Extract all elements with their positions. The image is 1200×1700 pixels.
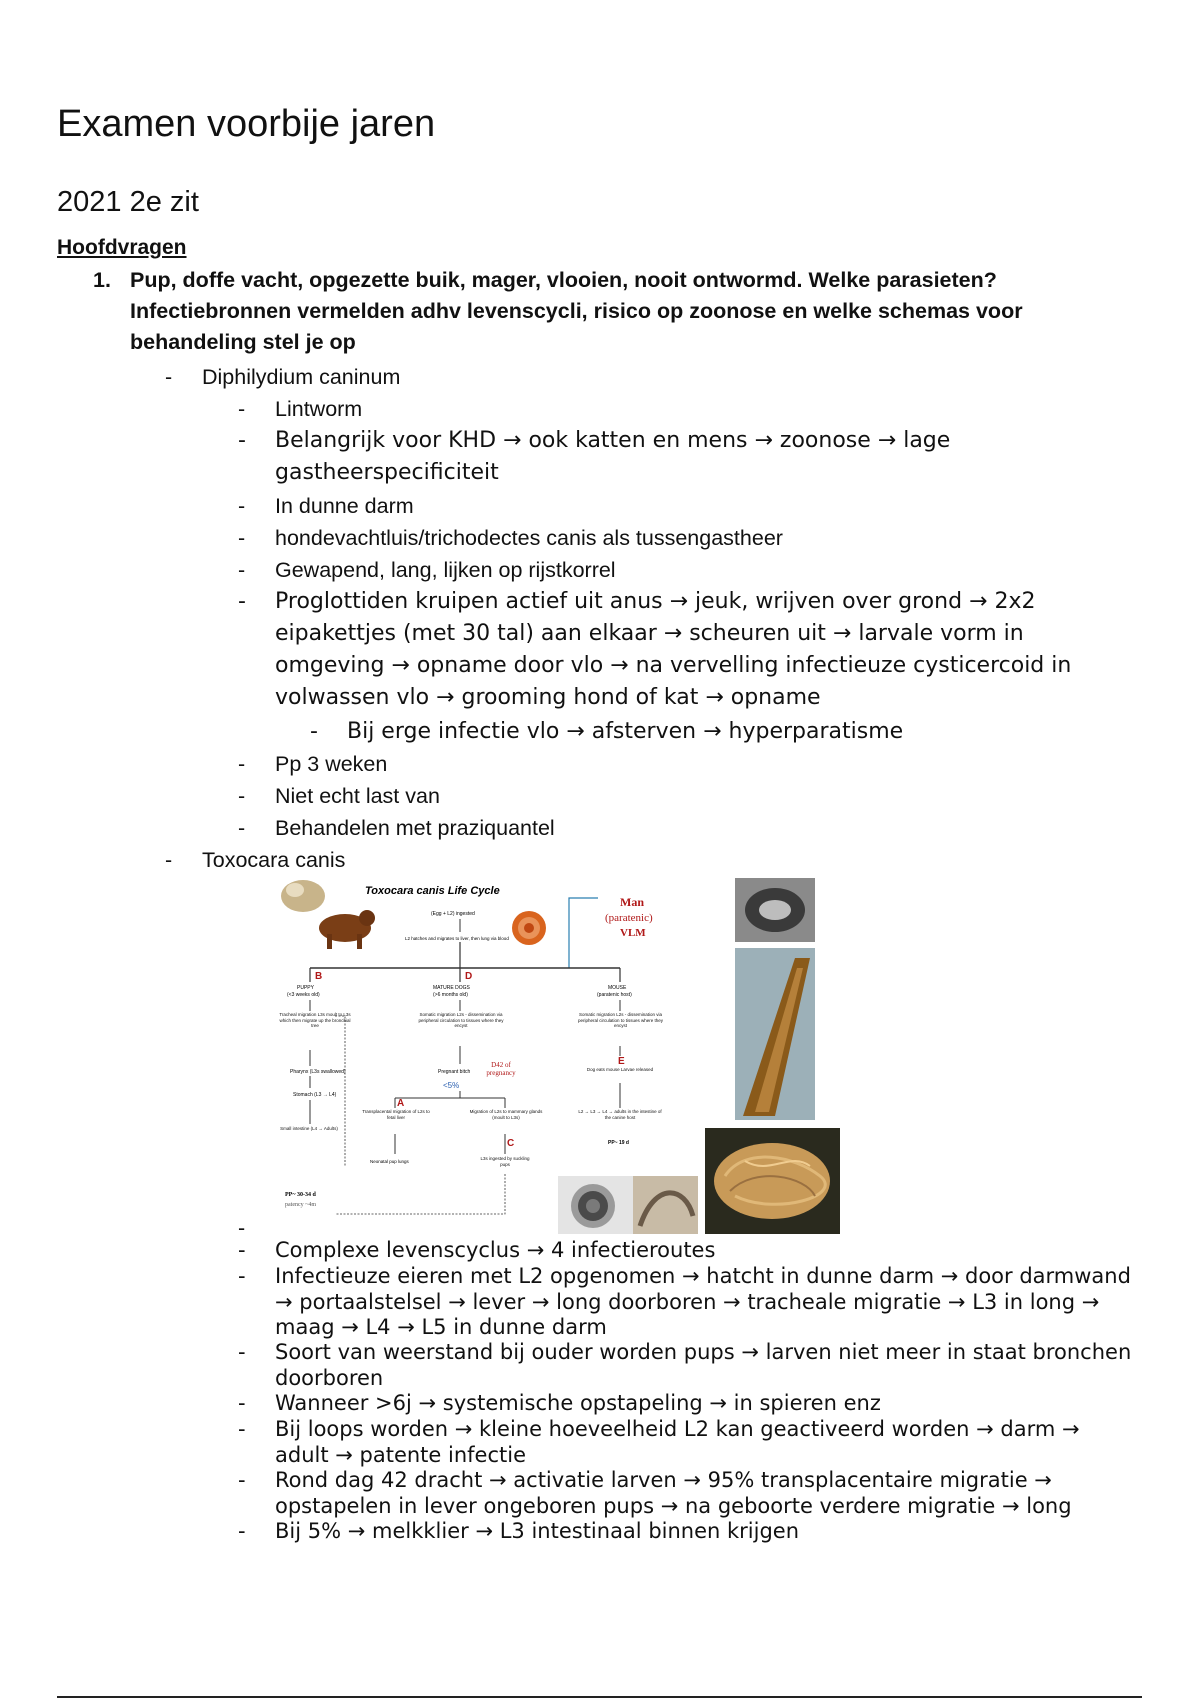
figure-adults: L2 → L3 → L4 → adults in the intestine of the canine host <box>578 1109 662 1120</box>
list-item-toxocara <box>165 844 345 876</box>
toxocara-life-cycle-figure <box>275 876 845 1234</box>
worm-head-micrograph <box>735 878 815 942</box>
bullet-dash: - <box>238 589 246 614</box>
list-item <box>238 586 1138 714</box>
figure-puppy: PUPPY <box>297 985 314 991</box>
list-item-text: Rond dag 42 dracht → activatie larven → 95% transplacentaire migratie → opstapelen in lever ongeboren pups → na geboorte verdere migratie → long <box>275 1468 1072 1518</box>
list-item-text: Complexe levenscyclus → 4 infectieroutes <box>275 1238 716 1262</box>
figure-hatch: L2 hatches and migrates to liver, then lung via blood <box>405 936 509 941</box>
list-item-text: In dunne darm <box>275 494 414 518</box>
list-item-text: Lintworm <box>275 397 363 421</box>
bullet-dash: - <box>238 494 246 518</box>
bullet-dash: - <box>238 397 246 421</box>
figure-mammary: Migration of L2s to mammary glands (moult to L3s) <box>469 1109 543 1120</box>
bullet-dash: - <box>238 1340 246 1364</box>
list-item-text: Bij erge infectie vlo → afsterven → hyperparatisme <box>347 719 904 744</box>
list-item <box>238 812 1138 844</box>
list-item <box>238 1519 1138 1545</box>
bullet-dash: - <box>238 1216 246 1240</box>
bullet-dash: - <box>238 1391 246 1415</box>
figure-title: Toxocara canis Life Cycle <box>365 885 500 897</box>
figure-pct5: <5% <box>443 1081 460 1090</box>
figure-label-c: C <box>507 1138 515 1149</box>
list-item-text: Soort van weerstand bij ouder worden pups → larven niet meer in staat bronchen doorboren <box>275 1340 1132 1390</box>
exam-subtitle: 2021 2e zit <box>57 186 199 218</box>
list-item-text: Niet echt last van <box>275 784 440 808</box>
figure-label-a: A <box>397 1098 405 1109</box>
figure-mouse: MOUSE <box>608 985 627 991</box>
list-item-text: Bij loops worden → kleine hoeveelheid L2 kan geactiveerd worden → darm → adult → patente infectie <box>275 1417 1080 1467</box>
bullet-dash: - <box>238 428 246 453</box>
list-item <box>238 522 1138 554</box>
list-item <box>310 716 903 748</box>
larva-micrograph <box>633 1176 698 1234</box>
bullet-dash: - <box>238 816 246 840</box>
figure-label-d: D <box>465 971 473 982</box>
bullet-dash: - <box>238 1264 246 1288</box>
figure-tracheal: Tracheal migration L3s moult to L3s which then migrate up the bronchial tree <box>279 1012 351 1028</box>
figure-paratenic: (paratenic) <box>605 912 653 924</box>
egg-micrograph <box>558 1176 633 1234</box>
worm-tail-micrograph <box>735 948 815 1120</box>
footer-divider <box>57 1696 1142 1698</box>
list-item-text: Proglottiden kruipen actief uit anus → jeuk, wrijven over grond → 2x2 eipakettjes (met 30 tal) aan elkaar → scheuren uit → larvale vorm in omgeving → opname door vlo → na vervelling infectieuze cysticercoid in volwassen vlo → grooming hond of kat → opname <box>275 589 1072 710</box>
bullet-dash: - <box>310 719 318 744</box>
figure-mature-age: (>6 months old) <box>433 992 468 998</box>
figure-transplacental: Transplacental migration of L2s to fetal liver <box>362 1109 430 1120</box>
parasite-name: Diphilydium caninum <box>202 365 401 389</box>
bullet-dash: - <box>238 1468 246 1492</box>
figure-pharynx: Pharynx (L3s swallowed) <box>290 1069 346 1075</box>
figure-label-e: E <box>618 1056 625 1067</box>
list-item-text: Gewapend, lang, lijken op rijstkorrel <box>275 558 616 582</box>
bullet-dash: - <box>238 1519 246 1543</box>
list-item <box>238 425 1138 489</box>
list-item <box>238 1340 1138 1391</box>
figure-somatic-mouse: Somatic migration L2s - dissemination via peripheral circulation to tissues where they encyst <box>577 1012 664 1028</box>
figure-pp19: PP~ 19 d <box>608 1140 629 1146</box>
list-item-text: Wanneer >6j → systemische opstapeling → in spieren enz <box>275 1391 881 1415</box>
list-item <box>238 1264 1138 1341</box>
bullet-dash: - <box>238 752 246 776</box>
bullet-dash: - <box>165 848 173 872</box>
list-item <box>238 1391 1138 1417</box>
bullet-dash: - <box>238 784 246 808</box>
list-item <box>238 1238 1138 1264</box>
adult-worms-photo <box>705 1128 840 1234</box>
list-item-text: Bij 5% → melkklier → L3 intestinaal binnen krijgen <box>275 1519 800 1543</box>
question-number: 1. <box>93 268 111 292</box>
figure-mouse-host: (paratenic host) <box>597 992 632 998</box>
figure-suckling: L3s ingested by suckling pups <box>480 1156 530 1167</box>
list-item <box>238 1468 1138 1519</box>
figure-eats: Dog eats mouse Larvae released <box>586 1067 654 1072</box>
bullet-dash: - <box>165 365 173 389</box>
figure-mature: MATURE DOGS <box>433 985 470 991</box>
list-item <box>238 748 1138 780</box>
parasite-name: Toxocara canis <box>202 848 346 872</box>
list-item-dipylidium <box>165 361 400 393</box>
list-item <box>238 554 1138 586</box>
list-item-text: Infectieuze eieren met L2 opgenomen → hatcht in dunne darm → door darmwand → portaalstelsel → lever → long doorboren → tracheale migratie → L3 in long → maag → L4 → L5 in dunne darm <box>275 1264 1131 1339</box>
list-item-text: hondevachtluis/trichodectes canis als tussengastheer <box>275 526 783 550</box>
list-item-text: Belangrijk voor KHD → ook katten en mens → zoonose → lage gastheerspecificiteit <box>275 428 951 485</box>
list-item-text: Pp 3 weken <box>275 752 388 776</box>
page-title: Examen voorbije jaren <box>57 103 436 145</box>
list-item <box>238 1417 1138 1468</box>
figure-puppy-age: (<3 weeks old) <box>287 992 320 998</box>
figure-pp30: PP~ 30-34 d <box>285 1192 316 1198</box>
figure-neonatal: Neonatal pup lungs <box>370 1159 409 1164</box>
list-item <box>238 490 1138 522</box>
bullet-dash: - <box>238 1417 246 1441</box>
figure-patency: patency ~4m <box>285 1202 317 1208</box>
question-text: Pup, doffe vacht, opgezette buik, mager, vlooien, nooit ontwormd. Welke parasieten? Infectiebronnen vermelden adhv levenscycli, risico op zoonose en welke schemas voor behandeling stel je op <box>130 268 1023 354</box>
figure-d42: D42 of pregnancy <box>486 1061 516 1077</box>
section-heading: Hoofdvragen <box>57 236 187 259</box>
bullet-dash: - <box>238 526 246 550</box>
figure-label-b: B <box>315 971 323 982</box>
question-1 <box>93 265 1143 358</box>
figure-stomach: Stomach (L3 → L4) <box>293 1092 337 1098</box>
list-item <box>238 780 1138 812</box>
list-item-text: Behandelen met praziquantel <box>275 816 555 840</box>
list-item <box>238 393 1138 425</box>
bullet-dash: - <box>238 558 246 582</box>
figure-man: Man <box>620 895 644 909</box>
bullet-dash: - <box>238 1238 246 1262</box>
figure-pregnant: Pregnant bitch <box>438 1069 471 1075</box>
figure-ingest: (Egg + L2) ingested <box>431 911 475 917</box>
figure-vlm: VLM <box>620 927 646 939</box>
figure-small-intestine: Small intestine (L4 → Adults) <box>280 1126 338 1131</box>
figure-somatic: Somatic migration L2s - dissemination via peripheral circulation to tissues where they encyst <box>418 1012 504 1028</box>
